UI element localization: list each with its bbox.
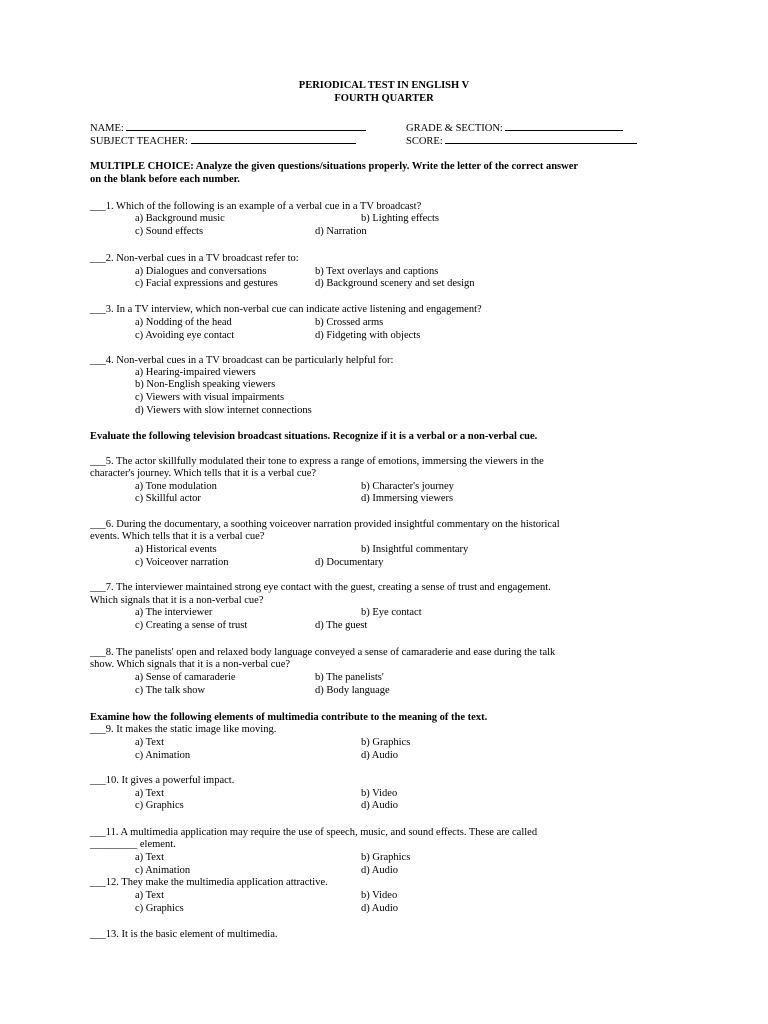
question-1: ___1. Which of the following is an example of a verbal cue in a TV broadcast? <box>90 201 422 212</box>
q9-option-c: c) Animation <box>135 750 191 761</box>
q6-option-c: c) Voiceover narration <box>135 557 229 568</box>
score-blank <box>445 133 637 144</box>
question-10: ___10. It gives a powerful impact. <box>90 775 235 786</box>
question-12: ___12. They make the multimedia application attractive. <box>90 877 328 888</box>
question-7-line2: Which signals that it is a non-verbal cue? <box>90 595 264 606</box>
question-11-line2: _________ element. <box>90 839 176 850</box>
q6-option-d: d) Documentary <box>315 557 384 568</box>
q8-option-d: d) Body language <box>315 685 390 696</box>
q9-option-a: a) Text <box>135 737 165 748</box>
score-label: SCORE: <box>406 136 443 147</box>
q3-option-a: a) Nodding of the head <box>135 317 232 328</box>
q7-option-a: a) The interviewer <box>135 607 213 618</box>
q5-option-d: d) Immersing viewers <box>361 493 454 504</box>
q8-option-a: a) Sense of camaraderie <box>135 672 236 683</box>
question-6-line2: events. Which tells that it is a verbal cue? <box>90 531 265 542</box>
section-2-instructions: Evaluate the following television broadcast situations. Recognize if it is a verbal or a non-verbal cue. <box>90 431 538 442</box>
q1-option-c: c) Sound effects <box>135 226 204 237</box>
q2-option-d: d) Background scenery and set design <box>315 278 475 289</box>
q3-option-b: b) Crossed arms <box>315 317 384 328</box>
question-5-line1: ___5. The actor skillfully modulated their tone to express a range of emotions, immersing the viewers in the <box>90 456 544 467</box>
question-13: ___13. It is the basic element of multimedia. <box>90 929 278 940</box>
q11-option-a: a) Text <box>135 852 165 863</box>
q6-option-b: b) Insightful commentary <box>361 544 469 555</box>
q5-option-a: a) Tone modulation <box>135 481 217 492</box>
q11-option-c: c) Animation <box>135 865 191 876</box>
grade-blank <box>505 120 623 131</box>
q11-option-b: b) Graphics <box>361 852 411 863</box>
q7-option-c: c) Creating a sense of trust <box>135 620 248 631</box>
q10-option-b: b) Video <box>361 788 398 799</box>
q12-option-a: a) Text <box>135 890 165 901</box>
q3-option-c: c) Avoiding eye contact <box>135 330 235 341</box>
q2-option-b: b) Text overlays and captions <box>315 266 439 277</box>
q8-option-c: c) The talk show <box>135 685 206 696</box>
q10-option-c: c) Graphics <box>135 800 184 811</box>
teacher-field <box>90 133 356 149</box>
q9-option-d: d) Audio <box>361 750 399 761</box>
question-8-line2: show. Which signals that it is a non-verbal cue? <box>90 659 291 670</box>
q12-option-b: b) Video <box>361 890 398 901</box>
teacher-label: SUBJECT TEACHER: <box>90 136 188 147</box>
q7-option-d: d) The guest <box>315 620 368 631</box>
q7-option-b: b) Eye contact <box>361 607 422 618</box>
q10-option-a: a) Text <box>135 788 165 799</box>
q3-option-d: d) Fidgeting with objects <box>315 330 421 341</box>
q4-option-d: d) Viewers with slow internet connections <box>135 405 312 416</box>
q8-option-b: b) The panelists' <box>315 672 384 683</box>
mc-instructions-line2: on the blank before each number. <box>90 174 240 185</box>
q11-option-d: d) Audio <box>361 865 399 876</box>
q4-option-c: c) Viewers with visual impairments <box>135 392 285 403</box>
q4-option-a: a) Hearing-impaired viewers <box>135 367 256 378</box>
teacher-blank <box>191 133 356 144</box>
score-field <box>406 133 637 149</box>
question-2: ___2. Non-verbal cues in a TV broadcast refer to: <box>90 253 299 264</box>
question-3: ___3. In a TV interview, which non-verbal cue can indicate active listening and engagement? <box>90 304 482 315</box>
section-3-instructions: Examine how the following elements of multimedia contribute to the meaning of the text. <box>90 712 488 723</box>
q5-option-b: b) Character's journey <box>361 481 454 492</box>
q2-option-a: a) Dialogues and conversations <box>135 266 267 277</box>
name-label: NAME: <box>90 123 124 134</box>
q4-option-b: b) Non-English speaking viewers <box>135 379 276 390</box>
q1-option-a: a) Background music <box>135 213 225 224</box>
quarter-title: FOURTH QUARTER <box>334 93 434 104</box>
name-blank <box>126 120 366 131</box>
question-6-line1: ___6. During the documentary, a soothing voiceover narration provided insightful commentary on the historical <box>90 519 560 530</box>
q9-option-b: b) Graphics <box>361 737 411 748</box>
question-9: ___9. It makes the static image like moving. <box>90 724 277 735</box>
test-title: PERIODICAL TEST IN ENGLISH V <box>298 80 470 91</box>
grade-label: GRADE & SECTION: <box>406 123 503 134</box>
question-8-line1: ___8. The panelists' open and relaxed body language conveyed a sense of camaraderie and ease during the talk <box>90 647 556 658</box>
q1-option-d: d) Narration <box>315 226 367 237</box>
question-11-line1: ___11. A multimedia application may require the use of speech, music, and sound effects. These are called <box>90 827 538 838</box>
q1-option-b: b) Lighting effects <box>361 213 439 224</box>
q5-option-c: c) Skillful actor <box>135 493 201 504</box>
question-4: ___4. Non-verbal cues in a TV broadcast can be particularly helpful for: <box>90 355 394 366</box>
q12-option-d: d) Audio <box>361 903 399 914</box>
mc-instructions-line1: MULTIPLE CHOICE: Analyze the given questions/situations properly. Write the letter of the correct answer <box>90 161 579 172</box>
q12-option-c: c) Graphics <box>135 903 184 914</box>
question-5-line2: character's journey. Which tells that it is a verbal cue? <box>90 468 317 479</box>
q10-option-d: d) Audio <box>361 800 399 811</box>
q6-option-a: a) Historical events <box>135 544 217 555</box>
question-7-line1: ___7. The interviewer maintained strong eye contact with the guest, creating a sense of trust and engagement. <box>90 582 551 593</box>
q2-option-c: c) Facial expressions and gestures <box>135 278 278 289</box>
